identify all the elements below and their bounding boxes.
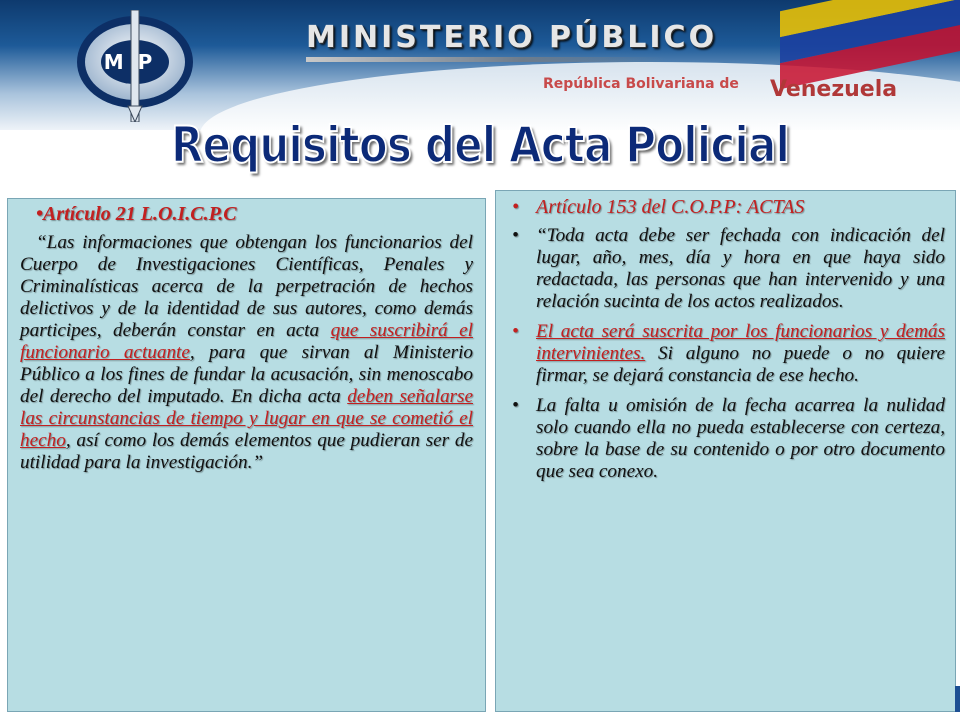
right-heading-text: Artículo 153 del C.O.P.P: ACTAS [536,196,805,218]
right-item-3 [508,395,945,483]
brand-subtitle: República Bolivariana de [543,76,739,92]
bullet-icon: • [512,395,519,416]
brand-country: Venezuela [770,77,898,102]
left-underline-1: que suscribirá el funcionario actuante [20,320,473,363]
brand-underline [306,57,666,62]
left-text-1: “Las informaciones que obtengan los funcionarios del Cuerpo de Investigaciones Científicas, Penales y Criminalísticas acerca de la perpetración de hechos delictivos y de la identidad de sus autores, como demás participes, deberán constar en acta [20,232,473,341]
right-panel [495,190,956,712]
bullet-icon: • [512,225,519,246]
right-item-2-text: Si alguno no puede o no quiere firmar, se dejará constancia de ese hecho. [536,343,945,386]
logo-text: MP [103,50,167,74]
bullet-icon: • [36,203,44,225]
left-panel-body [20,232,473,474]
right-item-1-text: “Toda acta debe ser fechada con indicación del lugar, año, mes, día y hora en que haya sido redactada, las personas que han intervenido y una relación sucinta de los actos realizados. [536,225,945,312]
right-item-2-underline: El acta será suscrita por los funcionarios y demás intervinientes. [536,321,945,364]
right-item-3-text: La falta u omisión de la fecha acarrea la nulidad solo cuando ella no pueda establecerse con certeza, sobre la base de su contenido o por otro documento que sea conexo. [536,395,945,482]
left-text-2: , para que sirvan al Ministerio Público a los fines de fundar la acusación, sin menoscabo del derecho del imputado. En dicha acta [20,342,474,407]
right-item-1 [508,225,945,313]
left-panel-heading [36,203,473,226]
header-banner [0,0,960,130]
slide-title: Requisitos del Acta Policial [170,116,790,174]
left-underline-2: deben señalarse las circunstancias de tiempo y lugar en que se cometió el hecho [20,386,473,451]
brand-title: MINISTERIO PÚBLICO [306,20,718,55]
left-text-3: , así como los demás elementos que pudieran ser de utilidad para la investigación.” [20,430,473,473]
bullet-icon: • [512,196,520,218]
ministerio-publico-logo [70,10,200,122]
left-heading-text: Artículo 21 L.O.I.C.P.C [43,203,237,225]
left-panel [7,198,486,712]
side-tab-marker [955,686,960,712]
right-panel-heading [508,197,945,217]
bullet-icon: • [512,321,519,342]
right-item-2 [508,321,945,387]
